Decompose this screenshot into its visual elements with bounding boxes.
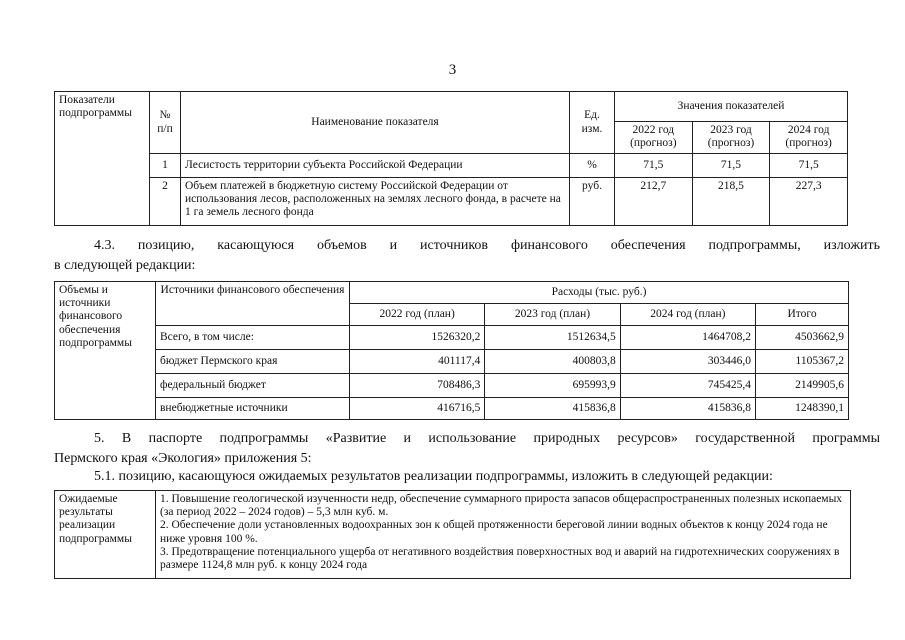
row-total: 2149905,6 bbox=[756, 374, 849, 398]
sources-header: Источники финансового обеспечения bbox=[156, 282, 350, 326]
unit-header: Ед. изм. bbox=[570, 92, 615, 154]
row-total: 4503662,9 bbox=[756, 326, 849, 350]
paragraph-5-1: 5.1. позицию, касающуюся ожидаемых результатов реализации подпрограммы, изложить в следующей редакции: bbox=[94, 469, 773, 484]
row-value: 71,5 bbox=[692, 154, 770, 178]
source-name: федеральный бюджет bbox=[156, 374, 350, 398]
row-value: 745425,4 bbox=[620, 374, 755, 398]
table-row bbox=[55, 154, 848, 178]
row-unit: руб. bbox=[570, 178, 615, 226]
results-table bbox=[54, 490, 851, 579]
indicators-table bbox=[54, 91, 848, 226]
row-name: Лесистость территории субъекта Российской Федерации bbox=[181, 154, 570, 178]
row-value: 416716,5 bbox=[350, 398, 485, 420]
financing-label: Объемы и источники финансового обеспечения подпрограммы bbox=[55, 282, 156, 420]
source-name: Всего, в том числе: bbox=[156, 326, 350, 350]
paragraph-4-3-cont: в следующей редакции: bbox=[54, 258, 196, 273]
source-name: внебюджетные источники bbox=[156, 398, 350, 420]
expenses-header: Расходы (тыс. руб.) bbox=[350, 282, 849, 304]
row-num: 2 bbox=[150, 178, 181, 226]
row-value: 415836,8 bbox=[485, 398, 620, 420]
row-value: 71,5 bbox=[770, 154, 848, 178]
source-name: бюджет Пермского края bbox=[156, 350, 350, 374]
num-header: № п/п bbox=[150, 92, 181, 154]
financing-table bbox=[54, 281, 849, 420]
row-num: 1 bbox=[150, 154, 181, 178]
result-item: 2. Обеспечение доли установленных водоохранных зон к общей протяженности береговой линии водных объектов к концу 2024 года не ниже уровня 100 %. bbox=[160, 519, 828, 545]
year-header-2022: 2022 год (прогноз) bbox=[615, 122, 693, 154]
total-header: Итого bbox=[756, 304, 849, 326]
row-value: 303446,0 bbox=[620, 350, 755, 374]
page-number: 3 bbox=[448, 62, 457, 78]
year-header-2023: 2023 год (план) bbox=[485, 304, 620, 326]
result-item: 1. Повышение геологической изученности недр, обеспечение суммарного прироста запасов общераспространенных полезных ископаемых (за период 2022 – 2024 годов) – 5,3 млн куб. м. bbox=[160, 493, 843, 519]
year-header-2024: 2024 год (план) bbox=[620, 304, 755, 326]
row-value: 695993,9 bbox=[485, 374, 620, 398]
row-value: 401117,4 bbox=[350, 350, 485, 374]
row-unit: % bbox=[570, 154, 615, 178]
row-value: 218,5 bbox=[692, 178, 770, 226]
row-value: 1512634,5 bbox=[485, 326, 620, 350]
table-row bbox=[55, 374, 849, 398]
paragraph-5-cont: Пермского края «Экология» приложения 5: bbox=[54, 451, 312, 466]
results-content bbox=[156, 491, 851, 579]
values-header: Значения показателей bbox=[615, 92, 848, 122]
table-row bbox=[55, 350, 849, 374]
name-header: Наименование показателя bbox=[181, 92, 570, 154]
row-value: 227,3 bbox=[770, 178, 848, 226]
table-row bbox=[55, 326, 849, 350]
year-header-2023: 2023 год (прогноз) bbox=[692, 122, 770, 154]
row-value: 708486,3 bbox=[350, 374, 485, 398]
row-name: Объем платежей в бюджетную систему Российской Федерации от использования лесов, расположенных на землях лесного фонда, в расчете на 1 га земель лесного фонда bbox=[181, 178, 570, 226]
result-item: 3. Предотвращение потенциального ущерба от негативного воздействия поверхностных вод и аварий на гидротехнических сооружениях в размере 1124,8 млн руб. к концу 2024 года bbox=[160, 545, 840, 572]
indicators-label: Показатели подпрограммы bbox=[55, 92, 150, 226]
table-row bbox=[55, 178, 848, 226]
year-header-2022: 2022 год (план) bbox=[350, 304, 485, 326]
row-value: 415836,8 bbox=[620, 398, 755, 420]
row-value: 1526320,2 bbox=[350, 326, 485, 350]
paragraph-5: 5. В паспорте подпрограммы «Развитие и использование природных ресурсов» государственной программы bbox=[94, 431, 880, 446]
row-value: 1464708,2 bbox=[620, 326, 755, 350]
paragraph-4-3: 4.3. позицию, касающуюся объемов и источников финансового обеспечения подпрограммы, изложить bbox=[94, 238, 880, 253]
row-total: 1105367,2 bbox=[756, 350, 849, 374]
year-header-2024: 2024 год (прогноз) bbox=[770, 122, 848, 154]
results-label: Ожидаемые результаты реализации подпрограммы bbox=[55, 491, 156, 579]
row-total: 1248390,1 bbox=[756, 398, 849, 420]
row-value: 400803,8 bbox=[485, 350, 620, 374]
row-value: 212,7 bbox=[615, 178, 693, 226]
row-value: 71,5 bbox=[615, 154, 693, 178]
table-row bbox=[55, 398, 849, 420]
